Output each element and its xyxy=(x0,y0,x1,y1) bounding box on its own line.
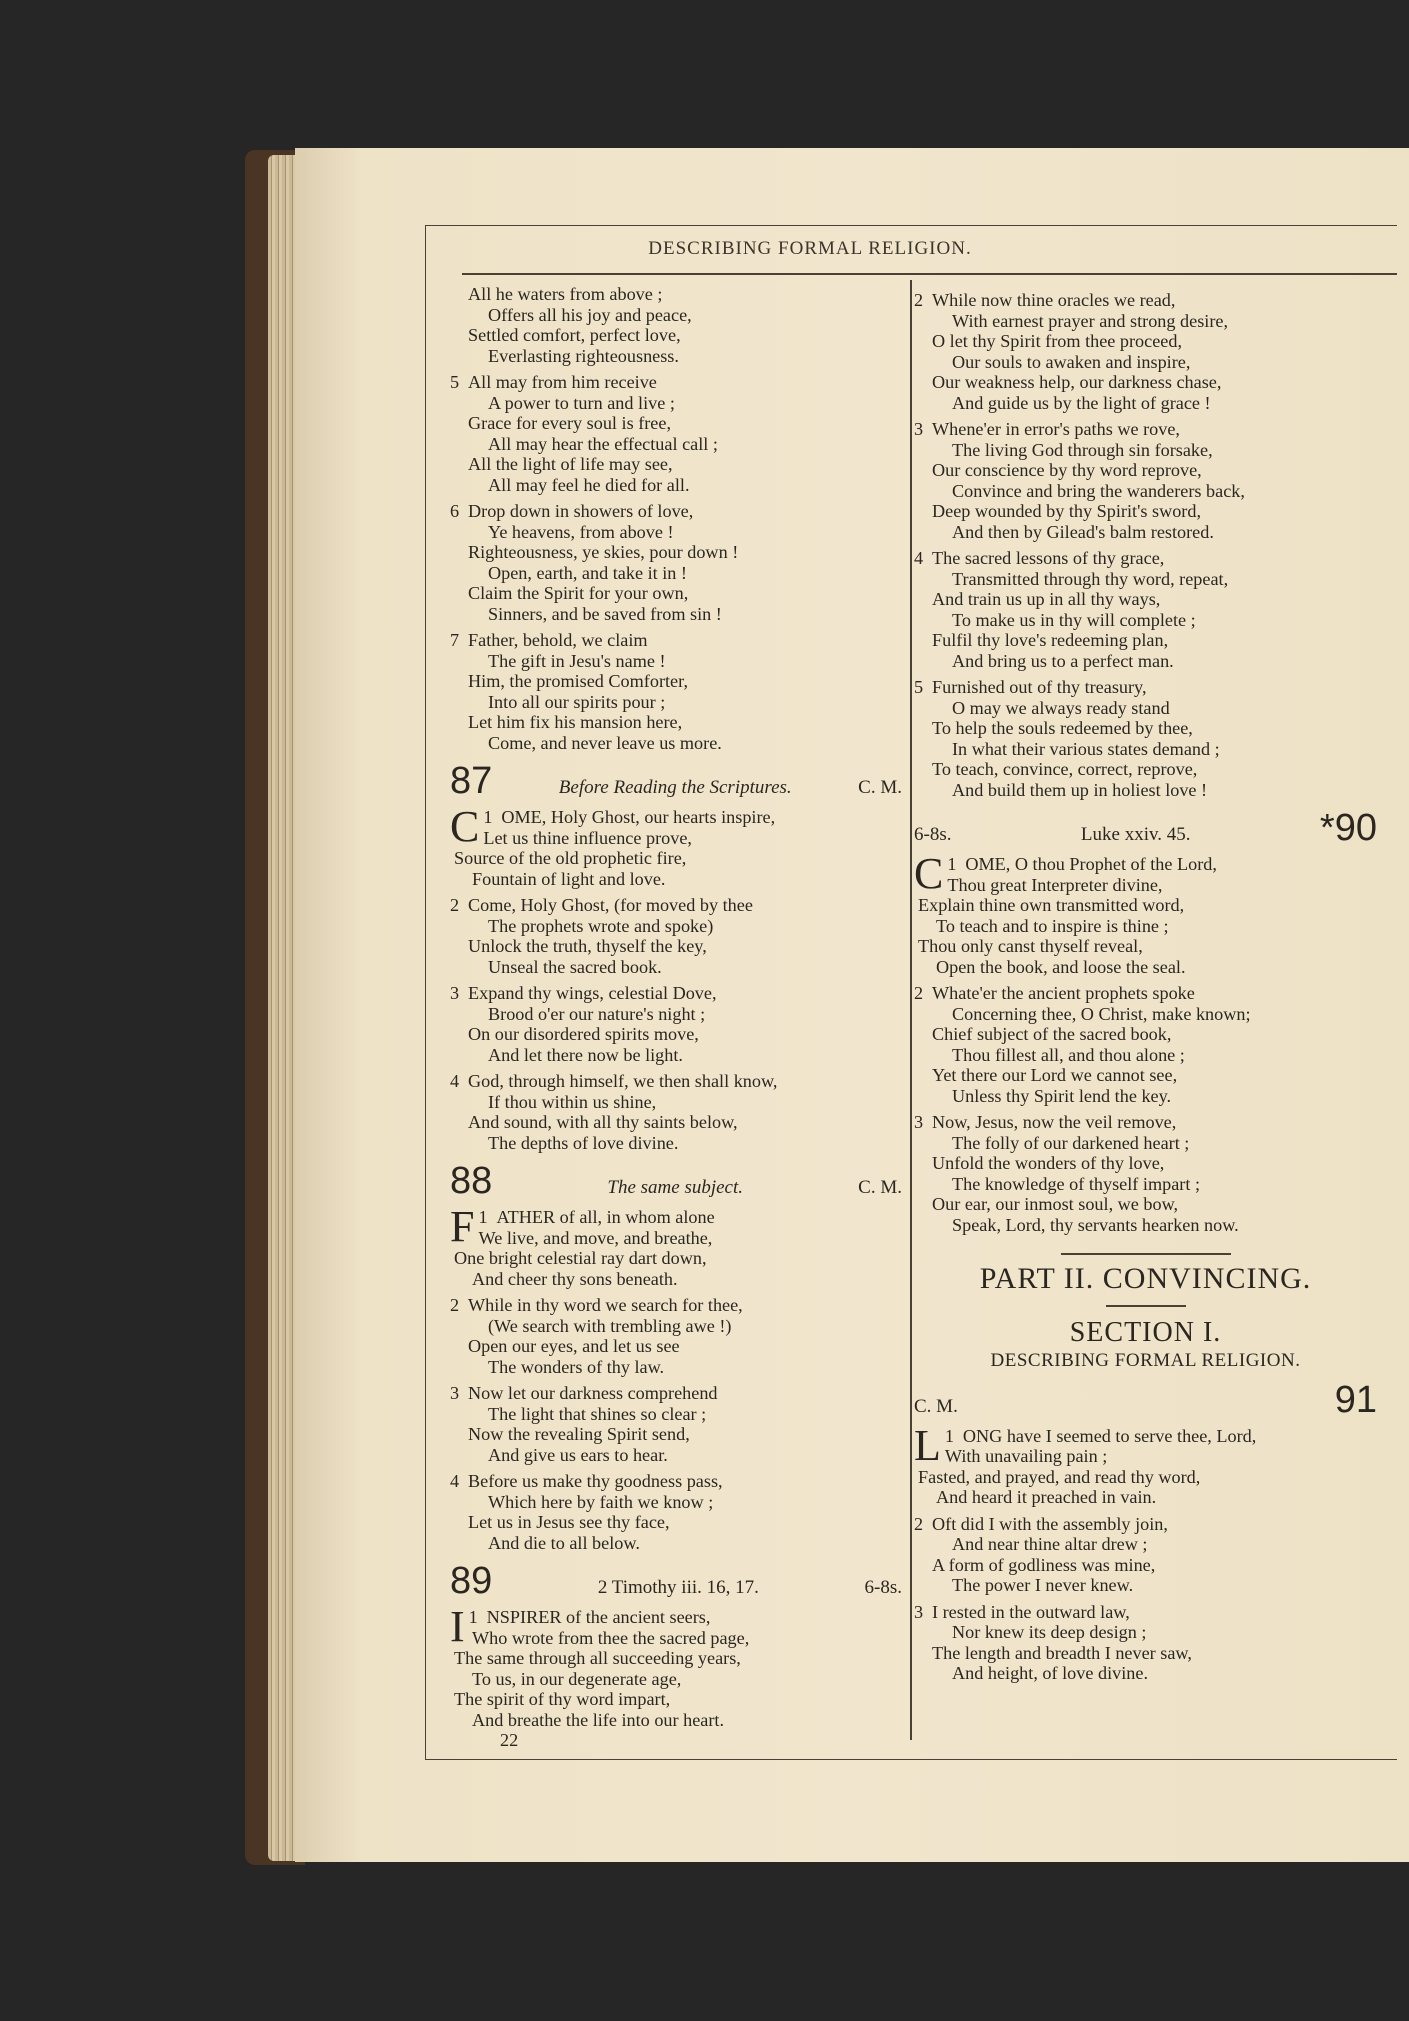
verse-line xyxy=(914,1622,1377,1643)
verse-text: Speak, Lord, thy servants hearken now. xyxy=(952,1214,1239,1235)
verse-text: And near thine altar drew ; xyxy=(952,1534,1148,1554)
verse-line xyxy=(914,1514,1377,1535)
verse-line xyxy=(914,651,1377,672)
stanza xyxy=(914,849,1377,977)
stanza xyxy=(914,419,1377,542)
verse-text: If thou within us shine, xyxy=(488,1091,657,1112)
verse-line xyxy=(914,1575,1377,1596)
part-heading: PART II. CONVINCING. xyxy=(979,1261,1312,1295)
verse-text: O may we always ready stand xyxy=(952,697,1170,718)
verse-number: 1 xyxy=(944,1425,954,1446)
verse-number: 5 xyxy=(914,677,924,697)
verse-line xyxy=(450,501,902,522)
verse-line: Fasted, and prayed, and read thy word, xyxy=(918,1466,1201,1487)
verse-text: ONG have I seemed to serve thee, Lord, xyxy=(962,1425,1257,1446)
verse-line xyxy=(450,1316,902,1337)
verse-text: Father, behold, we claim xyxy=(468,630,648,650)
verse-line xyxy=(450,1357,902,1378)
stanza xyxy=(450,895,902,977)
verse-text: Drop down in showers of love, xyxy=(468,501,694,521)
verse-line xyxy=(914,1194,1377,1215)
verse-text: To help the souls redeemed by thee, xyxy=(932,718,1193,738)
hymn-heading xyxy=(450,1161,902,1201)
verse-line xyxy=(450,1336,902,1357)
verse-line xyxy=(914,393,1377,414)
verse-text: The living God through sin forsake, xyxy=(952,439,1213,460)
verse-text: And build them up in holiest love ! xyxy=(952,779,1208,800)
hymn-number: *90 xyxy=(1319,807,1377,849)
verse-line xyxy=(450,1133,902,1154)
verse-text: With earnest prayer and strong desire, xyxy=(952,310,1229,331)
verse-line: To us, in our degenerate age, xyxy=(472,1668,682,1689)
verse-line: And cheer thy sons beneath. xyxy=(472,1268,678,1289)
verse-text: Fulfil thy love's redeeming plan, xyxy=(932,630,1169,650)
verse-line xyxy=(450,1492,902,1513)
verse-line xyxy=(450,733,902,754)
verse-line xyxy=(450,1404,902,1425)
verse-number: 3 xyxy=(450,983,460,1003)
stanza xyxy=(450,501,902,624)
verse-line xyxy=(914,419,1377,440)
verse-line xyxy=(450,1004,902,1025)
verse-text: And sound, with all thy saints below, xyxy=(468,1112,738,1132)
verse-text: Nor knew its deep design ; xyxy=(952,1622,1147,1642)
stanza xyxy=(914,548,1377,671)
verse-number: 4 xyxy=(914,548,924,568)
verse-line xyxy=(450,1383,902,1404)
verse-text: Let him fix his mansion here, xyxy=(468,712,683,732)
verse-text: And guide us by the light of grace ! xyxy=(952,392,1211,413)
verse-line xyxy=(914,481,1377,502)
verse-text: Which here by faith we know ; xyxy=(488,1491,714,1512)
verse-text: And height, of love divine. xyxy=(952,1663,1148,1683)
stanza xyxy=(450,1202,902,1289)
verse-text: Open, earth, and take it in ! xyxy=(488,562,687,583)
hymn-heading xyxy=(914,808,1377,848)
verse-text: ATHER of all, in whom alone xyxy=(496,1207,715,1227)
verse-line: The same through all succeeding years, xyxy=(454,1648,741,1668)
scripture-reference: 2 Timothy iii. 16, 17. xyxy=(597,1577,759,1598)
verse-line xyxy=(450,1533,902,1554)
drop-cap: C xyxy=(450,802,480,851)
stanza xyxy=(914,1514,1377,1596)
hymn-number: 87 xyxy=(450,760,493,802)
verse-line: All he waters from above ; xyxy=(468,284,663,304)
verse-text: The depths of love divine. xyxy=(488,1132,679,1153)
verse-number: 6 xyxy=(450,501,460,521)
verse-line xyxy=(914,1215,1377,1236)
verse-line xyxy=(450,475,902,496)
verse-text: Come, and never leave us more. xyxy=(488,732,722,753)
verse-line xyxy=(914,589,1377,610)
verse-line xyxy=(450,393,902,414)
page-number: 22 xyxy=(500,1730,519,1750)
verse-text: Expand thy wings, celestial Dove, xyxy=(468,983,717,1003)
section-heading: SECTION I. xyxy=(1069,1316,1222,1348)
verse-line xyxy=(914,522,1377,543)
hymn-number: 91 xyxy=(1334,1378,1377,1421)
verse-text: Righteousness, ye skies, pour down ! xyxy=(468,542,739,562)
verse-text: To make us in thy will complete ; xyxy=(952,609,1196,630)
verse-text: The sacred lessons of thy grace, xyxy=(932,548,1165,568)
verse-text: Sinners, and be saved from sin ! xyxy=(488,603,722,624)
verse-text: Our conscience by thy word reprove, xyxy=(932,460,1202,480)
verse-line: And breathe the life into our heart. xyxy=(472,1709,725,1730)
verse-text: On our disordered spirits move, xyxy=(468,1024,699,1044)
verse-text: Grace for every soul is free, xyxy=(468,413,671,433)
hymn-title: Before Reading the Scriptures. xyxy=(558,777,792,798)
verse-text: Claim the Spirit for your own, xyxy=(468,583,689,603)
hymn-heading xyxy=(914,1380,1377,1420)
verse-number: 1 xyxy=(947,854,957,874)
verse-text: Unfold the wonders of thy love, xyxy=(932,1153,1165,1173)
verse-text: Transmitted through thy word, repeat, xyxy=(952,568,1229,589)
verse-text: Now, Jesus, now the veil remove, xyxy=(932,1112,1177,1132)
head-rule xyxy=(462,273,1397,275)
verse-line xyxy=(450,1445,902,1466)
verse-line xyxy=(914,759,1377,780)
verse-line: Everlasting righteousness. xyxy=(488,345,679,366)
verse-line xyxy=(450,630,902,651)
verse-line: To teach and to inspire is thine ; xyxy=(936,915,1169,936)
verse-line: With unavailing pain ; xyxy=(944,1446,1108,1466)
drop-cap: C xyxy=(914,849,944,898)
stanza xyxy=(914,290,1377,413)
verse-text: While in thy word we search for thee, xyxy=(468,1295,743,1315)
verse-text: Deep wounded by thy Spirit's sword, xyxy=(932,501,1201,521)
verse-text: Into all our spirits pour ; xyxy=(488,691,666,712)
verse-line xyxy=(450,542,902,563)
stanza xyxy=(450,1471,902,1553)
verse-line: Open the book, and loose the seal. xyxy=(936,956,1186,977)
hymn-number: 89 xyxy=(450,1560,493,1602)
verse-text: Ye heavens, from above ! xyxy=(488,521,674,542)
right-column xyxy=(914,284,1377,1684)
verse-line xyxy=(450,413,902,434)
stanza xyxy=(914,1112,1377,1235)
verse-text: Oft did I with the assembly join, xyxy=(932,1513,1168,1534)
hymn-heading xyxy=(450,1561,902,1601)
verse-line xyxy=(914,718,1377,739)
verse-text: NSPIRER of the ancient seers, xyxy=(486,1607,711,1627)
verse-line xyxy=(450,1112,902,1133)
stanza xyxy=(450,802,902,889)
verse-line xyxy=(914,1024,1377,1045)
verse-line xyxy=(450,983,902,1004)
verse-line: The spirit of thy word impart, xyxy=(454,1689,671,1709)
verse-line xyxy=(450,895,902,916)
verse-text: In what their various states demand ; xyxy=(952,738,1220,759)
verse-line xyxy=(450,651,902,672)
verse-line xyxy=(450,434,902,455)
verse-text: Our souls to awaken and inspire, xyxy=(952,351,1191,372)
verse-text: Now the revealing Spirit send, xyxy=(468,1424,690,1444)
stanza xyxy=(450,983,902,1065)
stanza xyxy=(450,372,902,495)
verse-line xyxy=(914,1004,1377,1025)
verse-text: Him, the promised Comforter, xyxy=(468,671,689,691)
verse-line xyxy=(914,1174,1377,1195)
verse-text: And bring us to a perfect man. xyxy=(952,650,1174,671)
verse-text: Yet there our Lord we cannot see, xyxy=(932,1065,1178,1085)
drop-cap: F xyxy=(450,1202,475,1251)
verse-line xyxy=(914,352,1377,373)
verse-line xyxy=(914,331,1377,352)
verse-line xyxy=(914,1086,1377,1107)
verse-number: 5 xyxy=(450,372,460,392)
verse-text: And let there now be light. xyxy=(488,1044,683,1065)
scripture-reference: Luke xxiv. 45. xyxy=(1080,824,1191,845)
verse-text: All may feel he died for all. xyxy=(488,474,690,495)
verse-line: Source of the old prophetic fire, xyxy=(454,848,687,868)
verse-number: 1 xyxy=(468,1607,478,1627)
hymn-title: The same subject. xyxy=(607,1177,744,1198)
verse-text: To teach, convince, correct, reprove, xyxy=(932,759,1198,779)
hymn-meter: C. M. xyxy=(858,777,902,798)
verse-line xyxy=(450,1092,902,1113)
verse-text: Convince and bring the wanderers back, xyxy=(952,480,1245,501)
verse-line xyxy=(450,712,902,733)
verse-text: Unseal the sacred book. xyxy=(488,956,662,977)
verse-text: Brood o'er our nature's night ; xyxy=(488,1003,706,1024)
verse-line: We live, and move, and breathe, xyxy=(478,1227,713,1248)
verse-line xyxy=(914,983,1377,1004)
verse-line: Explain thine own transmitted word, xyxy=(918,895,1185,915)
verse-text: Whene'er in error's paths we rove, xyxy=(932,419,1180,439)
verse-line xyxy=(914,1555,1377,1576)
verse-number: 2 xyxy=(914,290,924,310)
verse-text: The gift in Jesu's name ! xyxy=(488,650,666,671)
verse-line xyxy=(450,957,902,978)
verse-line: Thou great Interpreter divine, xyxy=(947,874,1163,895)
verse-line xyxy=(450,604,902,625)
stanza xyxy=(914,1420,1377,1508)
verse-line xyxy=(450,1424,902,1445)
verse-text: I rested in the outward law, xyxy=(932,1601,1130,1622)
verse-line xyxy=(450,1512,902,1533)
verse-text: Let us in Jesus see thy face, xyxy=(468,1512,670,1532)
drop-cap: I xyxy=(450,1602,465,1651)
stanza xyxy=(914,983,1377,1106)
verse-text: The power I never knew. xyxy=(952,1575,1134,1595)
verse-number: 2 xyxy=(914,983,924,1003)
verse-text: The folly of our darkened heart ; xyxy=(952,1132,1190,1153)
verse-line xyxy=(450,583,902,604)
verse-line xyxy=(914,1663,1377,1684)
verse-number: 1 xyxy=(483,807,493,827)
hymn-meter: 6-8s. xyxy=(864,1577,902,1598)
verse-line xyxy=(914,548,1377,569)
verse-line xyxy=(914,780,1377,801)
verse-text: OME, Holy Ghost, our hearts inspire, xyxy=(501,807,776,827)
verse-line xyxy=(450,1071,902,1092)
verse-text: And train us up in all thy ways, xyxy=(932,589,1161,609)
verse-line xyxy=(450,522,902,543)
verse-text: While now thine oracles we read, xyxy=(932,290,1176,310)
stanza xyxy=(450,1071,902,1153)
verse-number: 2 xyxy=(450,1295,460,1315)
verse-line xyxy=(914,1065,1377,1086)
verse-text: Now let our darkness comprehend xyxy=(468,1383,718,1403)
verse-text: God, through himself, we then shall know, xyxy=(468,1071,778,1091)
verse-text: Chief subject of the sacred book, xyxy=(932,1024,1172,1044)
verse-number: 3 xyxy=(914,1601,924,1622)
stanza xyxy=(914,1602,1377,1684)
verse-text: Whate'er the ancient prophets spoke xyxy=(932,983,1195,1003)
verse-text: Unlock the truth, thyself the key, xyxy=(468,936,707,956)
column-rule xyxy=(910,280,912,1740)
verse-line xyxy=(914,290,1377,311)
section-subheading: DESCRIBING FORMAL RELIGION. xyxy=(990,1350,1301,1371)
verse-line xyxy=(450,372,902,393)
verse-line xyxy=(450,563,902,584)
verse-line xyxy=(914,1153,1377,1174)
stanza xyxy=(450,1295,902,1377)
verse-line xyxy=(450,1295,902,1316)
verse-number: 3 xyxy=(450,1383,460,1403)
verse-text: Furnished out of thy treasury, xyxy=(932,677,1147,697)
hymn-meter: C. M. xyxy=(858,1177,902,1198)
verse-line xyxy=(914,311,1377,332)
verse-text: The wonders of thy law. xyxy=(488,1356,665,1377)
verse-number: 4 xyxy=(450,1071,460,1091)
verse-text: The knowledge of thyself impart ; xyxy=(952,1173,1200,1194)
stanza xyxy=(450,1602,902,1730)
verse-line xyxy=(914,610,1377,631)
short-rule xyxy=(1106,1305,1186,1307)
verse-line xyxy=(450,692,902,713)
verse-line xyxy=(914,501,1377,522)
verse-line xyxy=(914,460,1377,481)
stanza xyxy=(450,1383,902,1465)
verse-line xyxy=(914,1133,1377,1154)
verse-text: Before us make thy goodness pass, xyxy=(468,1471,723,1491)
verse-line: Offers all his joy and peace, xyxy=(488,304,692,325)
verse-line xyxy=(914,1112,1377,1133)
verse-text: And give us ears to hear. xyxy=(488,1444,668,1465)
verse-line xyxy=(914,372,1377,393)
verse-text: All may hear the effectual call ; xyxy=(488,433,718,454)
verse-text: The length and breadth I never saw, xyxy=(932,1642,1192,1663)
verse-line xyxy=(914,630,1377,651)
verse-text: The light that shines so clear ; xyxy=(488,1403,707,1424)
verse-text: Our weakness help, our darkness chase, xyxy=(932,372,1222,392)
verse-line xyxy=(450,1471,902,1492)
verse-text: (We search with trembling awe !) xyxy=(488,1315,732,1336)
verse-text: A form of godliness was mine, xyxy=(932,1554,1156,1575)
verse-text: Thou fillest all, and thou alone ; xyxy=(952,1044,1185,1065)
left-column xyxy=(450,284,902,1751)
verse-text: The prophets wrote and spoke) xyxy=(488,915,714,936)
stanza xyxy=(450,630,902,753)
verse-text: All the light of life may see, xyxy=(468,454,673,474)
verse-line: And heard it preached in vain. xyxy=(936,1487,1157,1507)
running-head: DESCRIBING FORMAL RELIGION. xyxy=(648,238,972,259)
verse-text: And die to all below. xyxy=(488,1532,640,1553)
verse-text: A power to turn and live ; xyxy=(488,392,675,413)
verse-line xyxy=(914,677,1377,698)
stanza xyxy=(914,677,1377,800)
verse-line: One bright celestial ray dart down, xyxy=(454,1248,707,1268)
verse-line xyxy=(914,1602,1377,1623)
hymn-heading xyxy=(450,761,902,801)
short-rule xyxy=(1061,1253,1231,1255)
verse-line xyxy=(914,569,1377,590)
verse-line xyxy=(914,1534,1377,1555)
verse-line: Who wrote from thee the sacred page, xyxy=(472,1627,750,1648)
verse-line xyxy=(914,1643,1377,1664)
verse-line xyxy=(450,671,902,692)
verse-line xyxy=(450,1024,902,1045)
verse-number: 3 xyxy=(914,419,924,439)
verse-line: Fountain of light and love. xyxy=(472,868,666,889)
hymn-meter: C. M. xyxy=(914,1395,958,1417)
verse-number: 1 xyxy=(478,1207,488,1227)
drop-cap: L xyxy=(914,1420,941,1470)
verse-line xyxy=(914,739,1377,760)
verse-line xyxy=(914,698,1377,719)
verse-line xyxy=(914,1045,1377,1066)
verse-text: Come, Holy Ghost, (for moved by thee xyxy=(468,895,753,915)
verse-text: All may from him receive xyxy=(468,372,657,392)
verse-line xyxy=(450,454,902,475)
verse-line: Thou only canst thyself reveal, xyxy=(918,936,1143,956)
verse-text: Open our eyes, and let us see xyxy=(468,1336,680,1356)
verse-number: 2 xyxy=(914,1513,924,1534)
verse-number: 7 xyxy=(450,630,460,650)
verse-text: Concerning thee, O Christ, make known; xyxy=(952,1003,1251,1024)
verse-text: Unless thy Spirit lend the key. xyxy=(952,1085,1172,1106)
verse-text: OME, O thou Prophet of the Lord, xyxy=(965,854,1217,874)
hymn-meter: 6-8s. xyxy=(914,824,952,845)
verse-number: 3 xyxy=(914,1112,924,1132)
verse-line: Let us thine influence prove, xyxy=(483,827,692,848)
verse-line xyxy=(450,1045,902,1066)
verse-line xyxy=(450,916,902,937)
hymn-number: 88 xyxy=(450,1160,493,1202)
verse-number: 2 xyxy=(450,895,460,915)
verse-line: Settled comfort, perfect love, xyxy=(468,325,681,345)
verse-line xyxy=(450,936,902,957)
verse-text: O let thy Spirit from thee proceed, xyxy=(932,331,1183,351)
verse-text: And then by Gilead's balm restored. xyxy=(952,521,1214,542)
verse-number: 4 xyxy=(450,1471,460,1491)
verse-line xyxy=(914,440,1377,461)
verse-text: Our ear, our inmost soul, we bow, xyxy=(932,1194,1179,1214)
